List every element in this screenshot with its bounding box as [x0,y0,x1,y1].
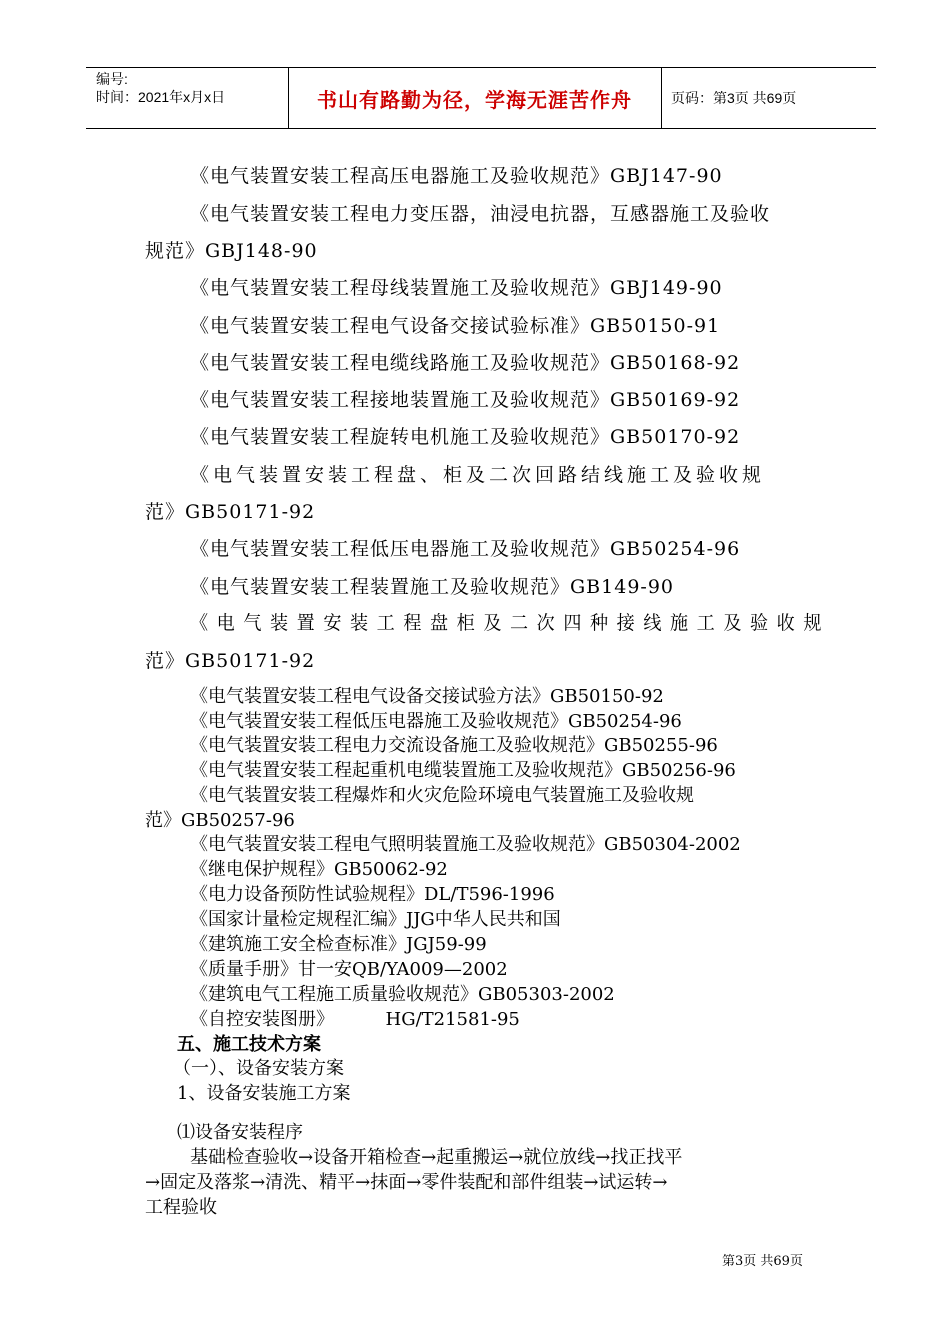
text-line: 《电气装置安装工程盘柜及二次四种接线施工及验收规 [190,612,831,634]
text-line: 《电气装置安装工程装置施工及验收规范》GB149-90 [190,576,675,598]
text-line: 《电气装置安装工程起重机电缆装置施工及验收规范》GB50256-96 [190,760,736,781]
text-line: 《电气装置安装工程低压电器施工及验收规范》GB50254-96 [190,538,741,560]
header-meta [96,70,291,106]
text-line: 规范》GBJ148-90 [145,240,318,262]
text-line: 范》GB50171-92 [145,650,316,672]
text-line: 《电气装置安装工程电气照明装置施工及验收规范》GB50304-2002 [190,834,741,855]
text-line: 《电气装置安装工程接地装置施工及验收规范》GB50169-92 [190,389,741,411]
text-line: 《电气装置安装工程电缆线路施工及验收规范》GB50168-92 [190,352,741,374]
text-line: 《建筑电气工程施工质量验收规范》GB05303-2002 [190,984,615,1005]
text-line: 《电气装置安装工程盘、柜及二次回路结线施工及验收规 [190,464,766,486]
text-line: 《电气装置安装工程电力变压器，油浸电抗器，互感器施工及验收 [190,203,771,225]
text-line: 《自控安装图册》 HG/T21581-95 [190,1009,520,1030]
text-line: 基础检查验收→设备开箱检查→起重搬运→就位放线→找正找平 [190,1147,683,1168]
subsection-heading: （一）、设备安装方案 [173,1058,344,1079]
text-line: 《电气装置安装工程低压电器施工及验收规范》GB50254-96 [190,711,682,732]
text-line: 《质量手册》甘一安QB/YA009—2002 [190,959,508,980]
section-heading: 五、施工技术方案 [177,1034,321,1055]
header-page-info: 页码：第3页 共69页 [671,90,797,106]
header-motto: 书山有路勤为径，学海无涯苦作舟 [317,87,632,112]
text-line: 《电力设备预防性试验规程》DL/T596-1996 [190,884,555,905]
text-line: 《国家计量检定规程汇编》JJG中华人民共和国 [190,909,561,930]
text-line: →固定及落浆→清洗、精平→抹面→零件装配和部件组装→试运转→ [145,1172,668,1193]
page-footer: 第3页 共69页 [722,1254,803,1269]
text-line: 《电气装置安装工程电气设备交接试验标准》GB50150-91 [190,315,721,337]
document-time-label: 时间：2021年x月x日 [96,89,226,105]
text-line: 工程验收 [145,1197,217,1218]
text-line: 《电气装置安装工程爆炸和火灾危险环境电气装置施工及验收规 [190,785,694,806]
text-line: 《电气装置安装工程旋转电机施工及验收规范》GB50170-92 [190,426,741,448]
text-line: 范》GB50257-96 [145,810,295,831]
page-header [86,67,876,129]
document-number-label: 编号: [96,71,128,87]
text-line: 《电气装置安装工程高压电器施工及验收规范》GBJ147-90 [190,165,723,187]
text-line: 《电气装置安装工程电气设备交接试验方法》GB50150-92 [190,686,664,707]
subsection-heading: 1、设备安装施工方案 [177,1083,351,1104]
text-line: 《建筑施工安全检查标准》JGJ59-99 [190,934,487,955]
text-line: 范》GB50171-92 [145,501,316,523]
text-line: 《继电保护规程》GB50062-92 [190,859,448,880]
item-heading: ⑴设备安装程序 [177,1122,303,1143]
text-line: 《电气装置安装工程电力交流设备施工及验收规范》GB50255-96 [190,735,718,756]
header-divider [661,68,662,128]
text-line: 《电气装置安装工程母线装置施工及验收规范》GBJ149-90 [190,277,723,299]
